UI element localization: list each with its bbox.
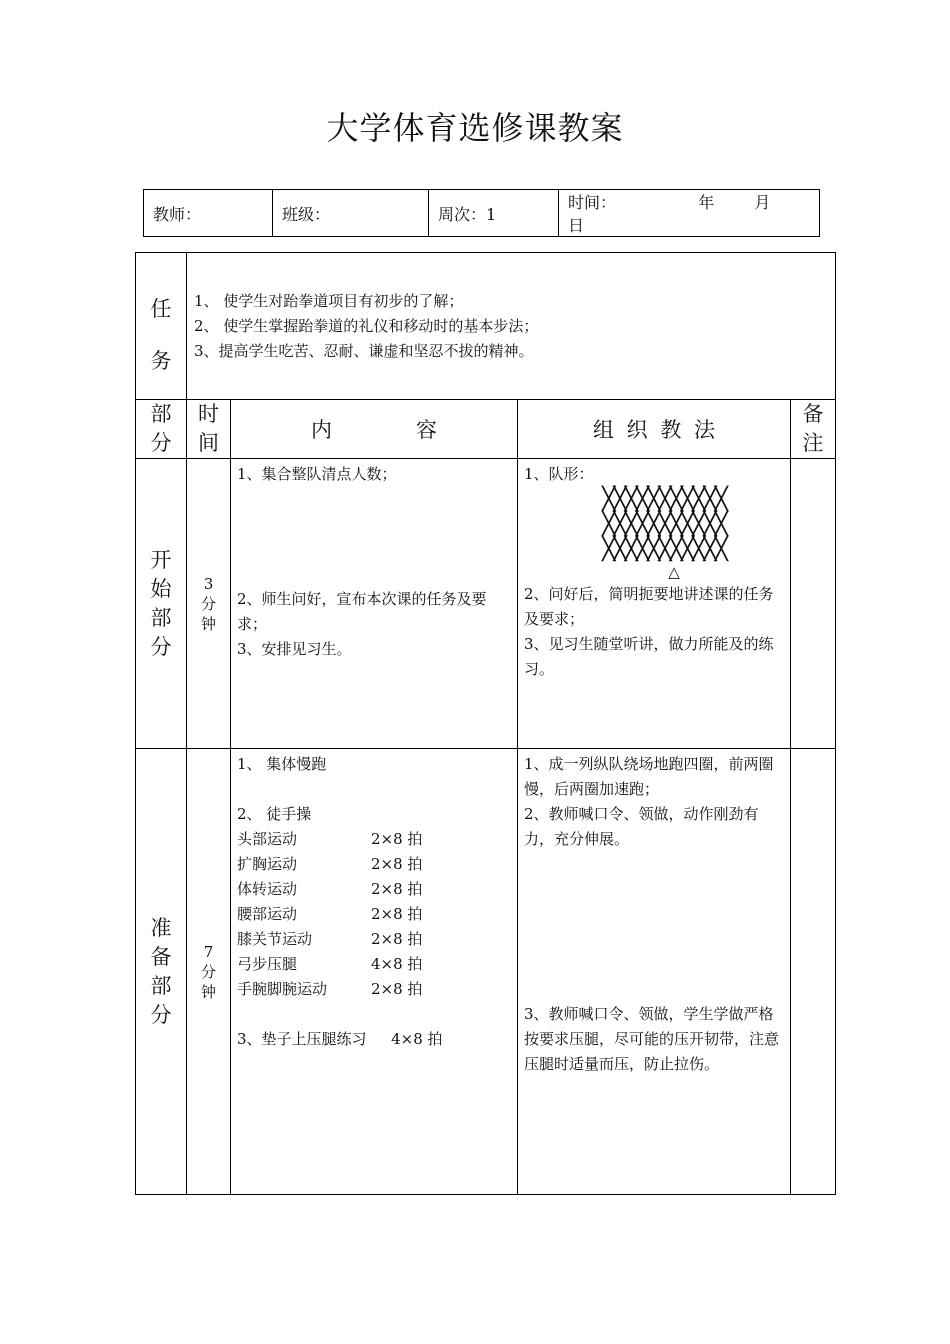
- formation-row: ╳╳╳╳╳╳╳╳╳╳╳: [602, 537, 726, 562]
- exercise-row: 弓步压腿 4×8 拍: [237, 955, 423, 973]
- exercise-row: 腰部运动 2×8 拍: [237, 905, 423, 923]
- exercise-row: 手腕脚腕运动 2×8 拍: [237, 980, 423, 998]
- prep-time: 7 分 钟: [187, 749, 231, 1195]
- teacher-triangle-icon: △: [668, 563, 680, 581]
- task-label: 任 务: [136, 253, 187, 400]
- year-label: 年: [698, 193, 715, 212]
- task-item: 2、 使学生掌握跆拳道的礼仪和移动时的基本步法；: [194, 317, 539, 335]
- formation-row: ╳╳╳╳╳╳╳╳╳╳╳: [602, 487, 726, 512]
- col-content: 内 容: [231, 400, 518, 459]
- start-content: 1、集合整队清点人数； 2、师生问好，宣布本次课的任务及要求； 3、安排见习生。: [231, 459, 518, 749]
- exercise-row: 体转运动 2×8 拍: [237, 880, 423, 898]
- start-part-label: 开 始 部 分: [136, 459, 187, 749]
- time-label: 时间：: [568, 193, 617, 212]
- teacher-cell: 教师：: [144, 190, 273, 237]
- prep-method: 1、成一列纵队绕场地跑四圈，前两圈慢，后两圈加速跑； 2、教师喊口令、领做，动作刚劲有力，充分伸展。 3、教师喊口令、领做，学生学做严格按要求压腿，尽可能的压开韧带，注意压腿时适量而压，防止拉伤。: [518, 749, 791, 1195]
- start-method: 1、队形： ╳╳╳╳╳╳╳╳╳╳╳ ╳╳╳╳╳╳╳╳╳╳╳ ╳╳╳╳╳╳╳╳╳╳╳ △ 2、问好后，简明扼要地讲述课的任务及要求； 3、见习生随堂听讲，做力所能及的练习。: [518, 459, 791, 749]
- task-content: [187, 253, 836, 400]
- day-label: 日: [568, 216, 585, 235]
- exercise-row: 扩胸运动 2×8 拍: [237, 855, 423, 873]
- col-part: 部 分: [136, 400, 187, 459]
- formation-row: ╳╳╳╳╳╳╳╳╳╳╳: [602, 512, 726, 537]
- start-note: [791, 459, 836, 749]
- month-label: 月: [754, 193, 771, 212]
- task-item: 3、提高学生吃苦、忍耐、谦虚和坚忍不拔的精神。: [194, 342, 534, 360]
- class-cell: 班级：: [273, 190, 429, 237]
- col-note: 备 注: [791, 400, 836, 459]
- week-cell: 周次：1: [429, 190, 559, 237]
- prep-part-label: 准 备 部 分: [136, 749, 187, 1195]
- formation-diagram: [524, 487, 784, 582]
- info-header-table: [143, 189, 820, 237]
- prep-note: [791, 749, 836, 1195]
- time-cell: [559, 190, 820, 237]
- col-time: 时 间: [187, 400, 231, 459]
- exercise-row: 膝关节运动 2×8 拍: [237, 930, 423, 948]
- prep-content: 1、 集体慢跑 2、 徒手操 头部运动 2×8 拍 扩胸运动 2×8 拍 体转运动 2×8 拍 腰部运动 2×8 拍 膝关节运动 2×8 拍 弓步压腿 4×8 拍 手腕脚腕运动 2×8 拍 3、垫子上压腿练习 4×8 拍: [231, 749, 518, 1195]
- page-title: 大学体育选修课教案: [326, 109, 624, 147]
- start-time: 3 分 钟: [187, 459, 231, 749]
- task-item: 1、 使学生对跆拳道项目有初步的了解；: [194, 292, 464, 310]
- lesson-plan-table: [135, 252, 836, 1195]
- exercise-row: 头部运动 2×8 拍: [237, 830, 423, 848]
- col-method: 组 织 教 法: [518, 400, 791, 459]
